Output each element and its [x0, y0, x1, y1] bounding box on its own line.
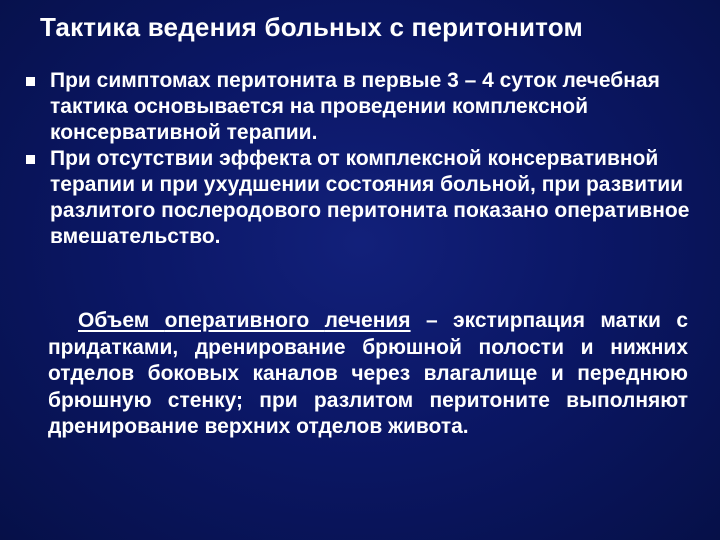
underlined-text: оперативного	[164, 309, 325, 332]
bullet-text: При отсутствии эффекта от комплексной консервативной терапии и при ухудшении состояния больной, при развитии разлитого послеродового перитонита показано оперативное вмешательство.	[50, 147, 690, 248]
bullet-item	[20, 68, 700, 146]
square-bullet-icon	[26, 155, 35, 164]
slide-title: Тактика ведения больных с перитонитом	[40, 12, 583, 42]
bullet-item	[20, 146, 700, 250]
square-bullet-icon	[26, 77, 35, 86]
bullet-list	[20, 68, 700, 250]
surgery-scope-paragraph	[48, 308, 688, 441]
underlined-text: лечения	[324, 309, 411, 332]
bullet-text: При симптомах перитонита в первые 3 – 4 суток лечебная тактика основывается на проведении комплексной консервативной терапии.	[50, 69, 660, 144]
underlined-text: Объем	[78, 309, 165, 332]
paragraph-text: – экстирпация матки с придатками, дренирование брюшной полости и нижних отделов боковых каналов через влагалище и переднюю брюшную стенку; при разлитом перитоните выполняют дренирование верхних отделов живота.	[48, 309, 688, 439]
